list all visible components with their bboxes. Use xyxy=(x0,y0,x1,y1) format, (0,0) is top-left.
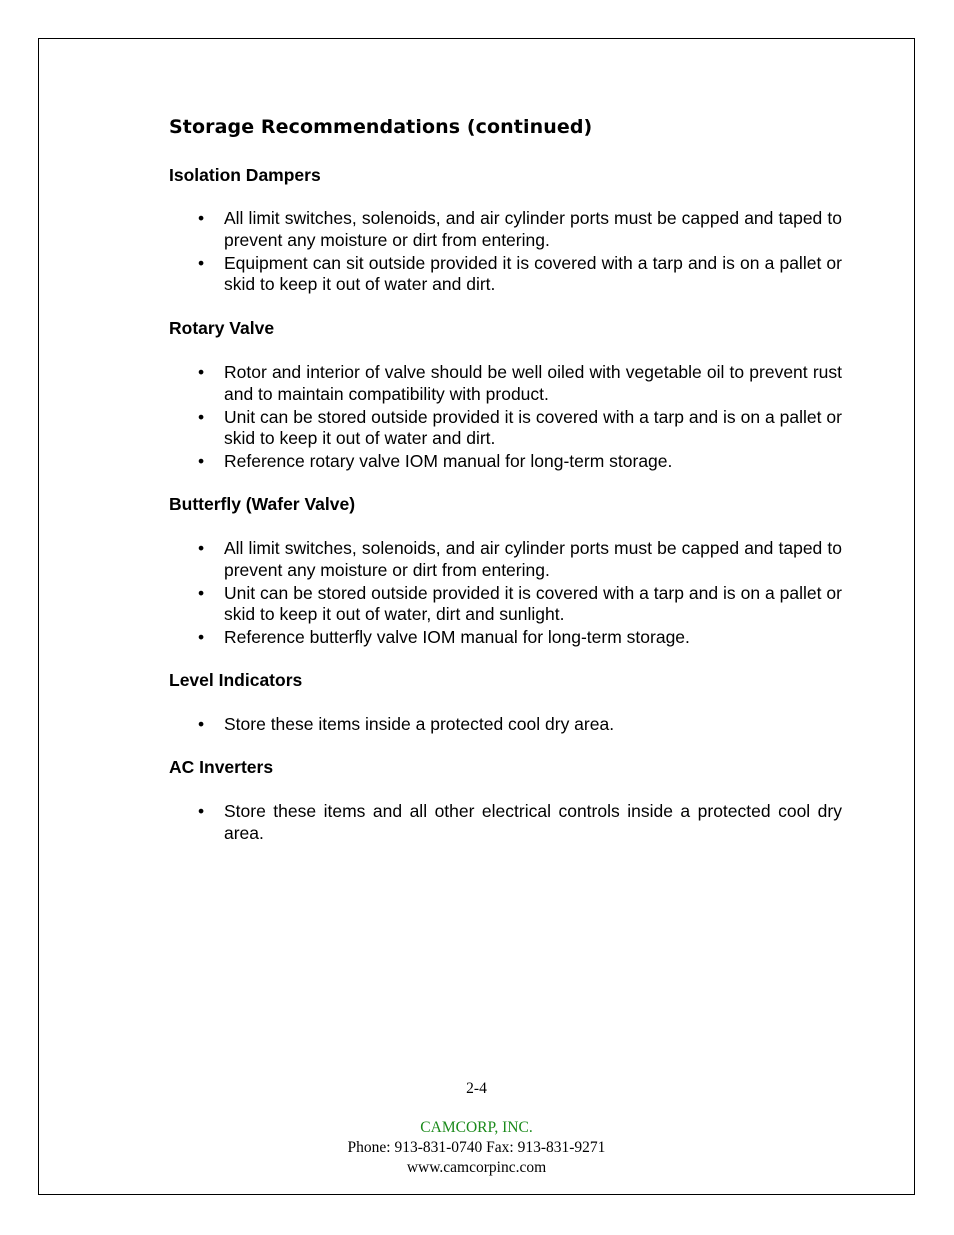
list-item: • All limit switches, solenoids, and air cylinder ports must be capped and taped to prevent any moisture or dirt from entering. xyxy=(198,208,842,250)
list-item: • Store these items inside a protected cool dry area. xyxy=(198,714,615,734)
list-item: • Unit can be stored outside provided it is covered with a tarp and is on a pallet or skid to keep it out of water, dirt and sunlight. xyxy=(198,582,842,624)
bullet-list-level-indicators xyxy=(198,714,842,737)
section-heading-rotary-valve: Rotary Valve xyxy=(169,318,275,338)
footer-company-name: CAMCORP, INC. xyxy=(420,1119,533,1136)
bullet-list-butterfly-valve xyxy=(198,538,842,650)
bullet-icon: • xyxy=(198,451,205,471)
list-item: • Unit can be stored outside provided it is covered with a tarp and is on a pallet or skid to keep it out of water and dirt. xyxy=(198,406,842,448)
list-item: • Rotor and interior of valve should be well oiled with vegetable oil to prevent rust and to maintain compatibility with product. xyxy=(198,362,842,404)
bullet-icon: • xyxy=(198,801,205,821)
bullet-list-rotary-valve xyxy=(198,362,842,474)
list-item: • Reference rotary valve IOM manual for long-term storage. xyxy=(198,451,673,471)
bullet-icon: • xyxy=(198,406,205,427)
bullet-icon: • xyxy=(198,582,205,603)
list-item: • Reference butterfly valve IOM manual for long-term storage. xyxy=(198,627,690,647)
bullet-icon: • xyxy=(198,538,205,558)
footer-phone-fax: Phone: 913-831-0740 Fax: 913-831-9271 xyxy=(347,1139,606,1156)
bullet-icon: • xyxy=(198,362,205,382)
bullet-icon: • xyxy=(198,252,205,273)
bullet-list-isolation-dampers xyxy=(198,208,842,297)
page-number: 2-4 xyxy=(466,1080,487,1097)
list-item: • All limit switches, solenoids, and air cylinder ports must be capped and taped to prevent any moisture or dirt from entering. xyxy=(198,538,842,580)
section-heading-isolation-dampers: Isolation Dampers xyxy=(169,165,321,185)
footer-website: www.camcorpinc.com xyxy=(406,1159,547,1176)
section-heading-butterfly-valve: Butterfly (Wafer Valve) xyxy=(169,494,356,514)
list-item: • Equipment can sit outside provided it is covered with a tarp and is on a pallet or skid to keep it out of water and dirt. xyxy=(198,252,842,294)
bullet-icon: • xyxy=(198,714,205,734)
bullet-icon: • xyxy=(198,627,205,647)
section-heading-ac-inverters: AC Inverters xyxy=(169,757,274,777)
bullet-list-ac-inverters xyxy=(198,801,842,846)
list-item: • Store these items and all other electrical controls inside a protected cool dry area. xyxy=(198,801,842,843)
section-heading-level-indicators: Level Indicators xyxy=(169,670,303,690)
bullet-icon: • xyxy=(198,208,205,228)
page-title: Storage Recommendations (continued) xyxy=(169,116,593,138)
